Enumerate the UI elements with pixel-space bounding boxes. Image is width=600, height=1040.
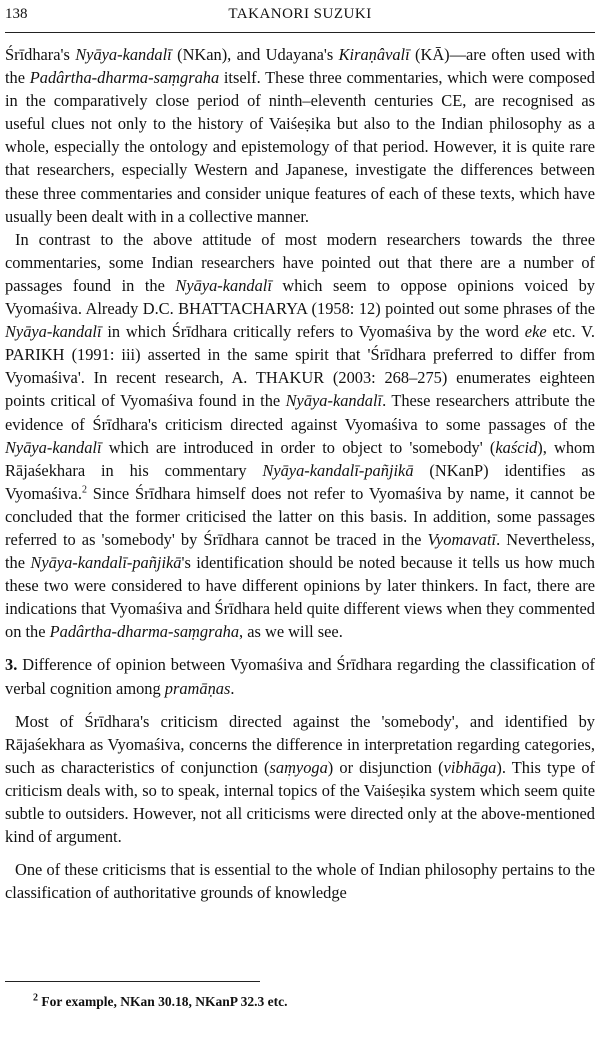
book-page [5, 0, 595, 1040]
text-span: ) or disjunction ( [327, 757, 444, 777]
text-span: Nyāya-kandalī-pañjikā [262, 460, 414, 480]
text-span: Difference of opinion between Vyomaśiva and Śrīdhara regarding the classification of verbal cognition among [5, 655, 595, 698]
paragraph-1 [5, 43, 595, 228]
text-span: (NKan), and Udayana's [171, 45, 339, 64]
footnote-2 [33, 993, 287, 1011]
running-header [5, 2, 595, 33]
text-span: . These researchers attribute the evidence of Śrīdhara's criticism directed against Vyomaśiva to some passages of the [5, 391, 595, 434]
text-span: pramāṇas [164, 678, 231, 698]
text-span: , as we will see. [239, 622, 343, 642]
text-span: eke [524, 322, 547, 342]
text-span: (NKanP) identifies as Vyomaśiva. [5, 460, 595, 503]
text-span: Nyāya-kandalī [5, 322, 102, 342]
text-span: Most of Śrīdhara's criticism directed against the 'somebody', and identified by Rājaśekhara as Vyomaśiva, concerns the difference in interpretation regarding categories, such as characteristics of conjunction ( [5, 711, 595, 777]
text-span: Kiraṇâvalī [338, 45, 410, 64]
text-span: Vyomavatī [427, 529, 497, 549]
text-span: ), whom Rājaśekhara in his commentary [5, 437, 595, 480]
text-span: itself. These three commentaries, which were composed in the comparatively close period of ninth–eleventh centuries CE, are recognised as useful clues not only to the history of Vaiśeṣika but also to the Indian philosophy as a whole, especially the ontology and epistemology of that period. However, it is quite rare that researchers, especially Western and Japanese, investigate the differences between these three commentaries and consider unique features of each of these texts, which have usually been dealt with in a collective manner. [5, 68, 596, 226]
main-text [5, 43, 595, 904]
text-span: Padârtha-dharma-saṃgraha [49, 622, 240, 642]
text-span: 's identification should be noted because it tells us how much these two were considered to have different opinions by later thinkers. In fact, there are indications that Vyomaśiva and Śrīdhara held quite different views when they commented on the [5, 553, 595, 642]
footnote-marker: 2 [33, 992, 38, 1004]
text-span: In contrast to the above attitude of most modern researchers towards the three commentaries, some Indian researchers have pointed out that there are a number of passages found in the [5, 229, 595, 295]
text-span: saṃyoga [269, 757, 328, 777]
text-span: . [230, 678, 235, 698]
text-span: Nyāya-kandalī [175, 275, 272, 295]
text-span: Nyāya-kandalī-pañjikā [30, 553, 182, 573]
footnote-text: For example, NKan 30.18, NKanP 32.3 etc. [38, 994, 288, 1009]
text-span: which are introduced in order to object to 'somebody' ( [101, 437, 496, 457]
text-span: One of these criticisms that is essential to the whole of Indian philosophy pertains to the classification of authoritative grounds of knowledge [5, 860, 595, 903]
footnote-rule [5, 981, 260, 982]
section-heading-3 [5, 653, 595, 699]
text-span: (KĀ)—are often used with the [5, 45, 595, 88]
text-span: kaścid [495, 437, 538, 457]
text-span: which seem to oppose opinions voiced by Vyomaśiva. Already D.C. BHATTACHARYA (1958: 12) pointed out some phrases of the [5, 275, 595, 319]
page-number: 138 [5, 6, 28, 22]
paragraph-2 [5, 228, 595, 644]
text-span: Padârtha-dharma-saṃgraha [29, 68, 220, 88]
text-span: Nyāya-kandalī [5, 437, 102, 457]
text-span: 3. [5, 655, 18, 675]
text-span: Nyāya-kandalī [75, 45, 172, 64]
paragraph-4 [5, 710, 595, 849]
text-span: . Nevertheless, the [5, 529, 596, 573]
text-span: etc. V. PARIKH (1991: iii) asserted in the same spirit that 'Śrīdhara preferred to differ from Vyomaśiva'. In recent research, A. THAKUR (2003: 268–275) enumerates eighteen points critical of Vyomaśiva found in the [5, 322, 595, 411]
text-span: Śrīdhara's [5, 45, 76, 64]
text-span: 2 [81, 484, 87, 496]
paragraph-5 [5, 858, 595, 904]
text-span: in which Śrīdhara critically refers to Vyomaśiva by the word [101, 322, 525, 342]
running-title: TAKANORI SUZUKI [228, 6, 372, 22]
text-span: vibhāga [443, 757, 497, 777]
text-span: ). This type of criticism deals with, so to speak, internal topics of the Vaiśeṣika system which seem quite subtle to outsiders. However, not all criticisms were directed only at the above-mentioned kind of argument. [5, 757, 595, 847]
text-span: Nyāya-kandalī [285, 391, 383, 411]
text-span: Since Śrīdhara himself does not refer to Vyomaśiva by name, it cannot be concluded that the former criticised the latter on this basis. In addition, some passages referred to as 'somebody' by Śrīdhara cannot be traced in the [5, 483, 595, 549]
